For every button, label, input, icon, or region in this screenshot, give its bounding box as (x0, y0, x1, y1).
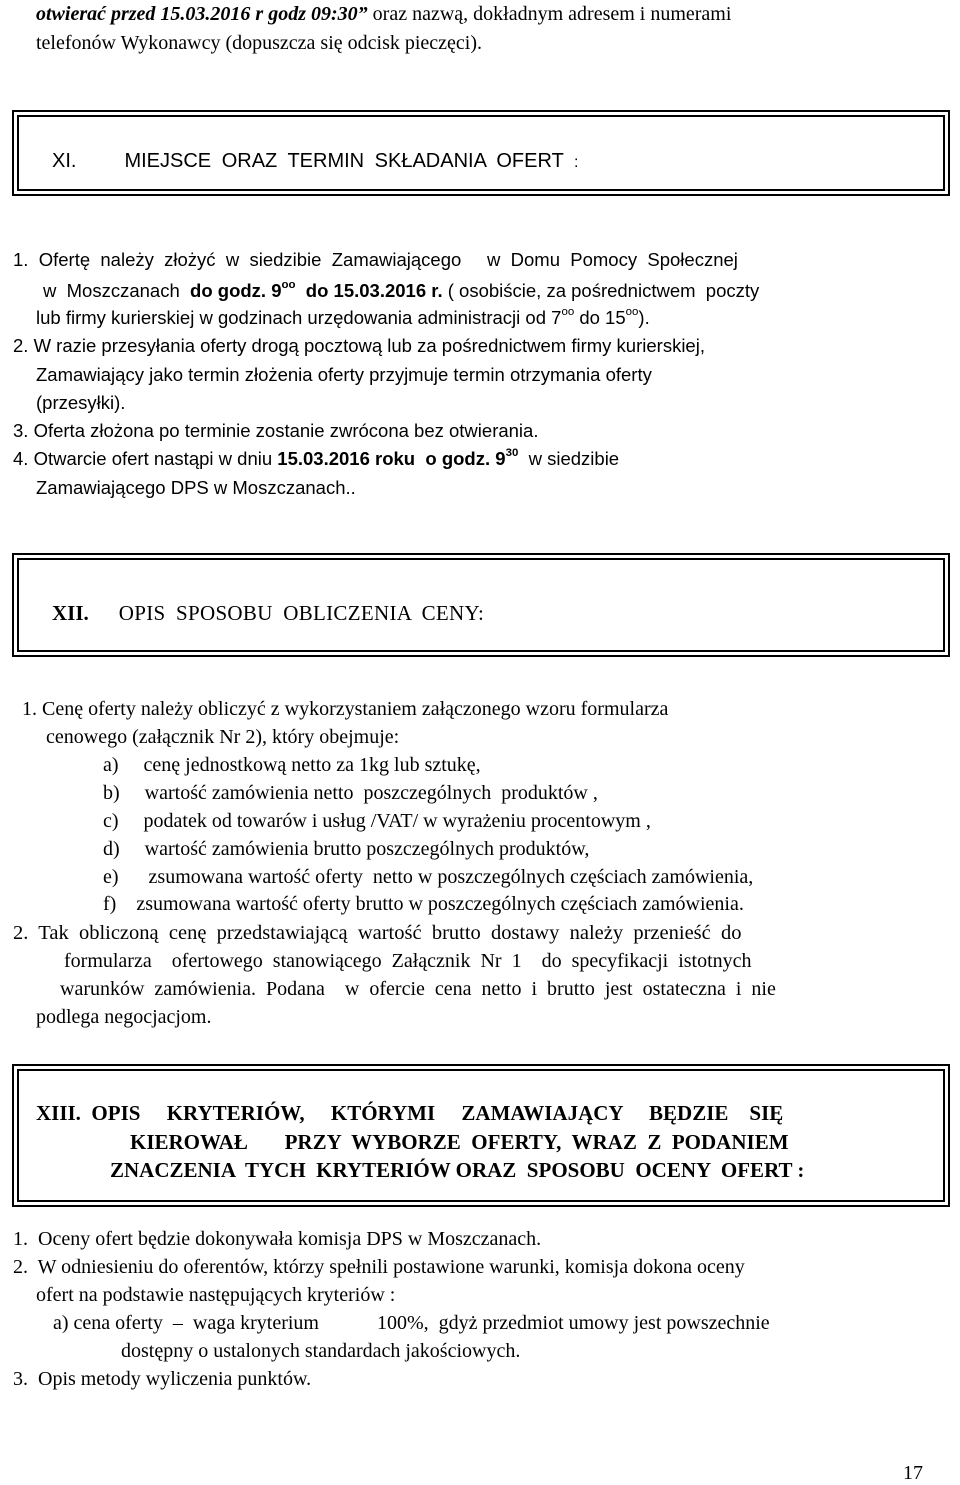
s13-line-4 (53, 1313, 770, 1333)
s11-p1-l2c: do 15.03.2016 r. (295, 280, 443, 301)
s12-p1-line-2: cenowego (załącznik Nr 2), który obejmuje: (46, 726, 400, 748)
s12-p2-line-4: podlega negocjacjom. (36, 1006, 212, 1028)
section-12-heading (52, 601, 484, 626)
section-13-heading-line-1: XIII. OPIS KRYTERIÓW, KTÓRYMI ZAMAWIAJĄCY BĘDZIE SIĘ (36, 1101, 784, 1125)
s11-p1-l2sup: oo (281, 279, 296, 291)
s11-p4-l1sup: 30 (505, 447, 519, 459)
s11-p4-l1c: 9 (490, 448, 506, 469)
section-13-heading-line-3: ZNACZENIA TYCH KRYTERIÓW ORAZ SPOSOBU OCENY OFERT : (110, 1158, 805, 1182)
s11-p2-line-2: Zamawiający jako termin złożenia oferty przyjmuje termin otrzymania oferty (36, 364, 652, 385)
s12-item-b: b) wartość zamówienia netto poszczególnych produktów , (103, 782, 598, 804)
s12-item-f: f) zsumowana wartość oferty brutto w poszczególnych częściach zamówienia. (103, 893, 744, 915)
s11-p4-line-1 (13, 447, 620, 469)
s13-line-3: ofert na podstawie następujących kryteriów : (36, 1284, 396, 1306)
s13-line-1: 1. Oceny ofert będzie dokonywała komisja DPS w Moszczanach. (13, 1228, 542, 1250)
s12-p2-line-2: formularza ofertowego stanowiącego Załącznik Nr 1 do specyfikacji istotnych (64, 950, 752, 972)
s11-p1-l2a: w Moszczanach (43, 280, 191, 301)
section-12-number: XII. (52, 601, 89, 625)
s11-p1-l2b: do godz. 9 (190, 280, 282, 301)
section-13-heading-line-2: KIEROWAŁ PRZY WYBORZE OFERTY, WRAZ Z PODANIEM (130, 1130, 789, 1154)
s11-p4-line-2: Zamawiającego DPS w Moszczanach.. (36, 477, 356, 498)
s12-item-d: d) wartość zamówienia brutto poszczególnych produktów, (103, 838, 590, 860)
s11-p4-l1a: 4. Otwarcie ofert nastąpi w dniu (13, 448, 278, 469)
s11-p1-line-1: 1. Ofertę należy złożyć w siedzibie Zamawiającego w Domu Pomocy Społecznej (13, 249, 738, 270)
s13-line-5: dostępny o ustalonych standardach jakościowych. (121, 1340, 521, 1362)
intro-line-2: telefonów Wykonawcy (dopuszcza się odcisk pieczęci). (36, 32, 483, 54)
s11-p2-line-1: 2. W razie przesyłania oferty drogą pocztową lub za pośrednictwem firmy kurierskiej, (13, 335, 705, 356)
s12-item-c: c) podatek od towarów i usług /VAT/ w wyrażeniu procentowym , (103, 810, 651, 832)
page-number: 17 (903, 1462, 923, 1484)
s11-p2-line-3: (przesyłki). (36, 392, 126, 413)
s12-item-e: e) zsumowana wartość oferty netto w poszczególnych częściach zamówienia, (103, 866, 754, 888)
section-11-colon: : (574, 154, 579, 171)
deadline-text: otwierać przed 15.03.2016 r godz 09:30” (36, 3, 368, 25)
s11-p1-l3b: do 15 (574, 307, 626, 328)
s11-p1-l2d: ( osobiście, za pośrednictwem poczty (442, 280, 760, 301)
s11-p1-l3sup2: oo (625, 306, 639, 318)
intro-line-1 (36, 4, 731, 24)
section-11-heading (52, 150, 578, 173)
s12-p2-line-1: 2. Tak obliczoną cenę przedstawiającą wartość brutto dostawy należy przenieść do (13, 922, 742, 944)
s12-item-a: a) cenę jednostkową netto za 1kg lub sztukę, (103, 754, 481, 776)
section-12-title: OPIS SPOSOBU OBLICZENIA CENY: (118, 601, 485, 625)
section-11-number: XI. (52, 150, 77, 172)
s13-l4a: a) cena oferty – waga kryterium (53, 1312, 319, 1334)
s11-p1-l3a: lub firmy kurierskiej w godzinach urzędowania administracji od 7 (36, 307, 562, 328)
section-11-title: MIEJSCE ORAZ TERMIN SKŁADANIA OFERT (124, 150, 564, 172)
s13-line-6: 3. Opis metody wyliczenia punktów. (13, 1368, 312, 1390)
s11-p1-line-2 (43, 279, 760, 301)
s13-line-2: 2. W odniesieniu do oferentów, którzy spełnili postawione warunki, komisja dokona oceny (13, 1256, 745, 1278)
s11-p4-l1b: 15.03.2016 roku o godz. (277, 448, 491, 469)
s11-p4-l1d: w siedzibie (518, 448, 620, 469)
s11-p1-l3sup1: oo (561, 306, 575, 318)
s11-p1-l3c: ). (638, 307, 650, 328)
intro-line-1-rest: oraz nazwą, dokładnym adresem i numerami (367, 3, 732, 25)
s11-p1-line-3 (36, 306, 650, 328)
s12-p1-line-1: 1. Cenę oferty należy obliczyć z wykorzystaniem załączonego wzoru formularza (22, 698, 669, 720)
s13-l4b: 100%, gdyż przedmiot umowy jest powszechnie (377, 1312, 770, 1334)
s11-p3: 3. Oferta złożona po terminie zostanie zwrócona bez otwierania. (13, 420, 539, 441)
s12-p2-line-3: warunków zamówienia. Podana w ofercie cena netto i brutto jest ostateczna i nie (60, 978, 776, 1000)
